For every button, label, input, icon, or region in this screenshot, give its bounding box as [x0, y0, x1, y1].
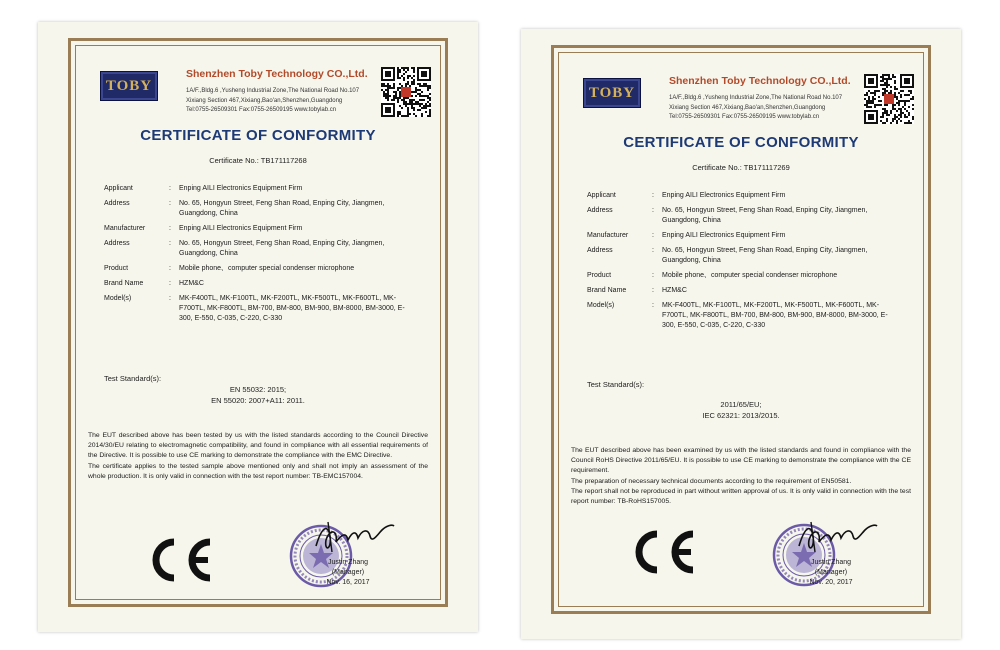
company-name: Shenzhen Toby Technology CO.,Ltd.: [186, 68, 368, 80]
certificate-frame: [68, 38, 448, 607]
test-standard-label: Test Standard(s):: [104, 374, 162, 383]
certificate-emc: [38, 22, 478, 632]
ce-mark-icon: [631, 528, 701, 576]
toby-logo: TOBY: [100, 71, 158, 101]
signer-block: Justin Zhang (Manager) Nov. 20, 2017: [809, 559, 853, 586]
test-standards: 2011/65/EU; IEC 62321: 2013/2015.: [702, 400, 780, 420]
certificate-fields: [104, 184, 414, 329]
field-brand: Brand Name : HZM&C: [587, 287, 687, 294]
field-manufacturer-address: Address : No. 65, Hongyun Street, Feng Shan Road, Enping City, Jiangmen, Guangdong, China: [587, 247, 868, 264]
field-applicant: Applicant : Enping AILI Electronics Equipment Firm: [587, 192, 786, 199]
field-applicant: Applicant : Enping AILI Electronics Equipment Firm: [104, 185, 303, 192]
company-name: Shenzhen Toby Technology CO.,Ltd.: [669, 75, 851, 87]
company-address: 1A/F.,Bldg.6 ,Yusheng Industrial Zone,The National Road No.107 Xixiang Section 467,Xixiang,Bao'an,Shenzhen,Guangdong Tel:0755-26509301 Fax:0755-26509195 www.tobylab.cn: [669, 95, 843, 120]
signature-icon: [308, 516, 398, 556]
signature-icon: [791, 516, 881, 556]
signer-block: Justin Zhang (Manager) Nov. 16, 2017: [326, 559, 370, 586]
field-models: Model(s) : MK-F400TL, MK-F100TL, MK-F200TL, MK-F500TL, MK-F600TL, MK-F700TL, MK-F800TL, BM-700, BM-800, BM-900, BM-8000, BM-3000, E-300, E-550, C-035, C-220, C-330: [587, 302, 888, 329]
certificate-rohs: [521, 29, 961, 639]
certificate-number: Certificate No.: TB171117269: [692, 163, 790, 172]
certificate-title: CERTIFICATE OF CONFORMITY: [140, 127, 376, 144]
field-manufacturer: Manufacturer : Enping AILI Electronics Equipment Firm: [104, 225, 303, 232]
company-address: 1A/F.,Bldg.6 ,Yusheng Industrial Zone,The National Road No.107 Xixiang Section 467,Xixiang,Bao'an,Shenzhen,Guangdong Tel:0755-26509301 Fax:0755-26509195 www.tobylab.cn: [186, 88, 360, 113]
field-manufacturer-address: Address : No. 65, Hongyun Street, Feng Shan Road, Enping City, Jiangmen, Guangdong, China: [104, 240, 385, 257]
field-product: Product : Mobile phone、computer special condenser microphone: [587, 272, 838, 279]
test-standard-label: Test Standard(s):: [587, 380, 645, 389]
field-address: Address : No. 65, Hongyun Street, Feng Shan Road, Enping City, Jiangmen, Guangdong, China: [587, 207, 868, 224]
qr-code-icon: [864, 74, 914, 124]
certificate-number: Certificate No.: TB171117268: [209, 156, 307, 165]
certificate-statement: The EUT described above has been examined by us with the listed standards and found in compliance with the Council RoHS Directive 2011/65/EU. It is possible to use CE marking to demonstrate the compliance with the CE requirement. The preparation of necessary technical documents according to the requirement of EN50581. The report shall not be reproduced in part without written approval of us. It is only valid in connection with the test report number: TB-RoHS157005.: [571, 447, 911, 506]
ce-mark-icon: [148, 536, 218, 584]
field-product: Product : Mobile phone、computer special condenser microphone: [104, 265, 355, 272]
field-models: Model(s) : MK-F400TL, MK-F100TL, MK-F200TL, MK-F500TL, MK-F600TL, MK-F700TL, MK-F800TL, BM-700, BM-800, BM-900, BM-8000, BM-3000, E-300, E-550, C-035, C-220, C-330: [104, 295, 405, 322]
test-standards: EN 55032: 2015; EN 55020: 2007+A11: 2011.: [211, 385, 305, 405]
qr-code-icon: [381, 67, 431, 117]
field-address: Address : No. 65, Hongyun Street, Feng Shan Road, Enping City, Jiangmen, Guangdong, China: [104, 200, 385, 217]
toby-logo: TOBY: [583, 78, 641, 108]
certificate-title: CERTIFICATE OF CONFORMITY: [623, 134, 859, 151]
certificate-fields: [587, 191, 897, 336]
certificate-frame: [551, 45, 931, 614]
certificate-statement: The EUT described above has been tested by us with the listed standards according to the Council Directive 2014/30/EU relating to electromagnetic compatibility, and found in compliance with all essential requirements of the Directive. It is possible to use CE marking to demonstrate the compliance with the EMC Directive. The certificate applies to the tested sample above mentioned only and shall not imply an assessment of the whole production. It is only valid in connection with the test report number: TB-EMC157004.: [88, 432, 428, 480]
field-brand: Brand Name : HZM&C: [104, 280, 204, 287]
field-manufacturer: Manufacturer : Enping AILI Electronics Equipment Firm: [587, 232, 786, 239]
